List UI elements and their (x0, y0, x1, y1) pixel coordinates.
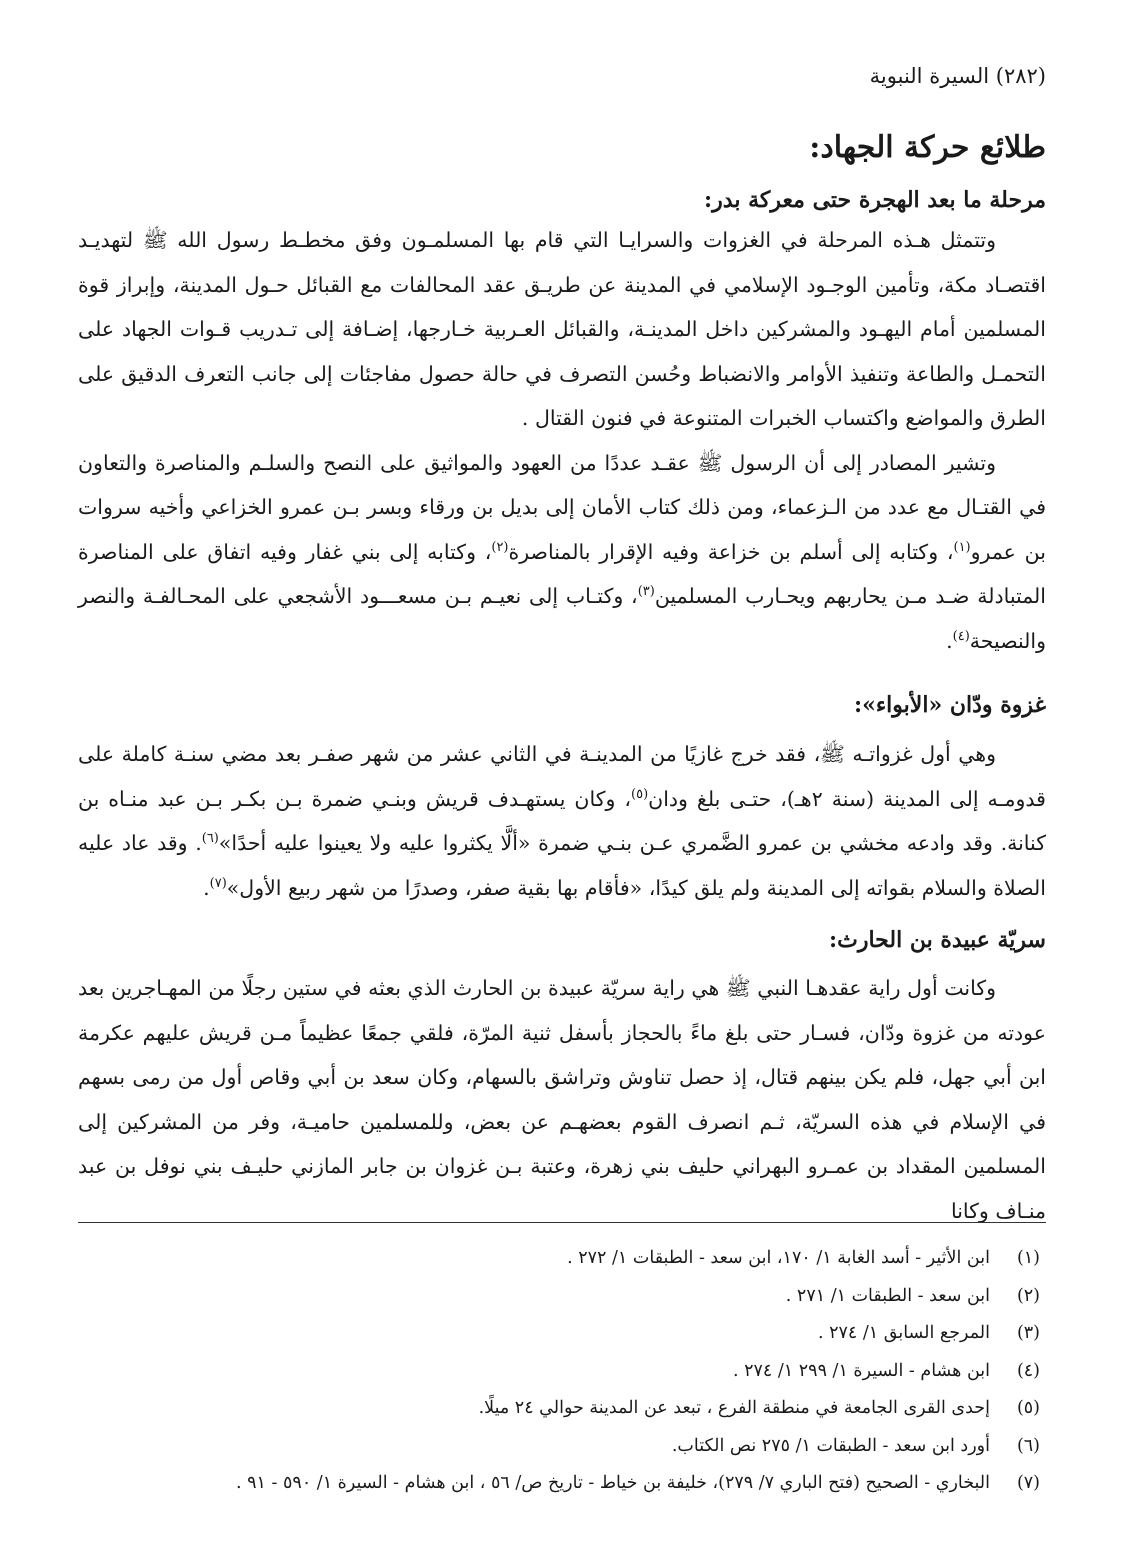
paragraph-text: وتشير المصادر إلى أن الرسول ﷺ عقـد عددًا من العهود والمواثيق على النصح والسلـم والمناصرة والتعاون في القتـال مع عدد من الـزعماء، ومن ذلك كتاب الأمان إلى بديل بن ورقاء وبسر بـن عمرو الخزاعي وأخيه سروات بن عمرو (78, 450, 1046, 564)
footnote-text: البخاري - الصحيح (فتح الباري ٧/ ٢٧٩)، خليفة بن خياط - تاريخ ص/ ٥٦ ، ابن هشام - السيرة ١/ ٥٩٠ - ٩١ . (236, 1473, 990, 1493)
footnote-ref-6[interactable]: (٦) (201, 831, 219, 846)
paragraph-text: . وقد عاد عليه الصلاة والسلام بقواته إلى المدينة ولم يلق كيدًا، «فأقام بها بقية صفر، وصدرًا من شهر ربيع الأول» (78, 831, 1046, 900)
ubaydah-block (78, 966, 1046, 1233)
footnote-ref-4[interactable]: (٤) (952, 628, 970, 644)
paragraph-text: وهي أول غزواتـه ﷺ، فقد خرج غازيًا من المدينـة في الثاني عشر من شهر صفـر بعد مضي سنـة كاملة على قدومـه إلى المدينة (سنة ٢هـ)، حتـى بلغ ودان (78, 742, 1046, 811)
footnote-item (78, 1465, 1040, 1503)
footnote-item (78, 1428, 1040, 1466)
paragraph-text: ، وكتـاب إلى نعيـم بـن مسعـــود الأشجعي على المحـالفـة والنصر والنصيحة (78, 584, 1046, 653)
footnote-ref-7[interactable]: (٧) (209, 875, 227, 891)
footnote-number: (٣) (1016, 1323, 1040, 1343)
footnote-text: ابن هشام - السيرة ١/ ٢٩٩ ١/ ٢٧٤ . (732, 1360, 990, 1381)
footnote-item (78, 1353, 1040, 1391)
paragraph-mission: وتتمثل هـذه المرحلة في الغزوات والسرايـا التي قام بها المسلمـون وفق مخطـط رسول الله ﷺ لتهديـد اقتصـاد مكة، وتأمين الوجـود الإسلامي في المدينة عن طريـق عقد المحالفات مع القبائل حـول المدينة، وإبراز قوة المسلمين أمام اليهـود والمشركين داخل المدينـة، والقبائل العـربية خـارجها، إضـافة إلى تـدريب قـوات الجهاد على التحمـل والطاعة وتنفيذ الأوامر والانضباط وحُسن التصرف في حالة حصول مفاجئات إلى جانب التعرف الدقيق على الطرق والمواضع واكتساب الخبرات المتنوعة في فنون القتال . (78, 228, 1046, 430)
running-head: (٢٨٢) السيرة النبوية (869, 64, 1046, 88)
footnote-text: المرجع السابق ١/ ٢٧٤ . (817, 1323, 990, 1343)
paragraph-text: . (946, 628, 953, 653)
footnote-number: (٢) (1016, 1285, 1040, 1306)
section-subtitle: مرحلة ما بعد الهجرة حتى معركة بدر: (704, 187, 1046, 213)
footnote-number: (٧) (1016, 1473, 1040, 1493)
paragraph-text: ، وكتابه إلى أسلم بن خزاعة وفيه الإقرار بالمناصرة (508, 539, 954, 564)
footnote-number: (١) (1016, 1248, 1040, 1268)
footnote-number: (٦) (1016, 1435, 1040, 1456)
heading-ubaydah: سريّة عبيدة بن الحارث: (829, 927, 1046, 953)
intro-block (78, 182, 1046, 663)
footnote-item (78, 1278, 1040, 1316)
paragraph-ubaydah: وكانت أول راية عقدهـا النبي ﷺ هي راية سريّة عبيدة بن الحارث الذي بعثه في ستين رجلًا من المهـاجرين بعد عودته من غزوة ودّان، فسـار حتى بلغ ماءً بالحجاز بأسفل ثنية المرّة، فلقي جمعًا عظيماً مـن قريش عليهم عكرمة ابن أبي جهل، فلم يكن بينهم قتال، إذ حصل تناوش وتراشق بالسهام، وكان سعد بن أبي وقاص أول من رمى بسهم في الإسلام في هذه السريّة، ثـم انصرف القوم بعضهـم عن بعض، وللمسلمين حاميـة، وفر من المشركين إلى المسلمين المقداد بن عمـرو البهراني حليف بني زهرة، وعتبة بـن غزوان بن جابر المازني حليـف بني نوفل بن عبد منـاف وكانا (78, 976, 1046, 1223)
footnote-text: ابن الأثير - أسد الغابة ١/ ١٧٠، ابن سعد - الطبقات ١/ ٢٧٢ . (567, 1248, 990, 1268)
footnote-divider (78, 1222, 1046, 1223)
paragraph-text: ، وكتابه إلى بني غفار وفيه اتفاق على المناصرة المتبادلة ضـد مـن يحاربهم ويحـارب المسلمين (78, 539, 1047, 608)
footnote-ref-5[interactable]: (٥) (631, 786, 649, 802)
footnote-text: أورد ابن سعد - الطبقات ١/ ٢٧٥ نص الكتاب. (671, 1435, 990, 1456)
footnote-item (78, 1315, 1040, 1353)
paragraph-text: . (203, 875, 210, 900)
footnote-number: (٤) (1016, 1360, 1040, 1381)
footnote-item (78, 1240, 1040, 1278)
paragraph-waddan (78, 732, 1046, 910)
waddan-block (78, 732, 1046, 910)
footnote-ref-2[interactable]: (٢) (491, 539, 509, 555)
paragraph-text: ، وكان يستهـدف قريش وبنـي ضمرة بـن بكـر بـن عبد منـاه بن كنانة. وقد وادعه مخشي بن عمرو الضَّمري عـن بنـي ضمرة «ألَّا يكثروا عليه ولا يعينوا عليه أحدًا» (78, 786, 1046, 855)
footnote-ref-1[interactable]: (١) (953, 539, 971, 555)
footnote-text: إحدى القرى الجامعة في منطقة الفرع ، تبعد عن المدينة حوالي ٢٤ ميلًا. (478, 1398, 990, 1418)
footnote-text: ابن سعد - الطبقات ١/ ٢٧١ . (785, 1285, 990, 1306)
section-title: طلائع حركة الجهاد: (809, 130, 1046, 165)
footnote-number: (٥) (1016, 1398, 1040, 1418)
heading-waddan: غزوة ودّان «الأبواء»: (853, 692, 1046, 718)
footnotes-list (78, 1240, 1040, 1503)
footnote-item (78, 1390, 1040, 1428)
paragraph-treaties (78, 441, 1046, 664)
footnote-ref-3[interactable]: (٣) (637, 584, 655, 599)
